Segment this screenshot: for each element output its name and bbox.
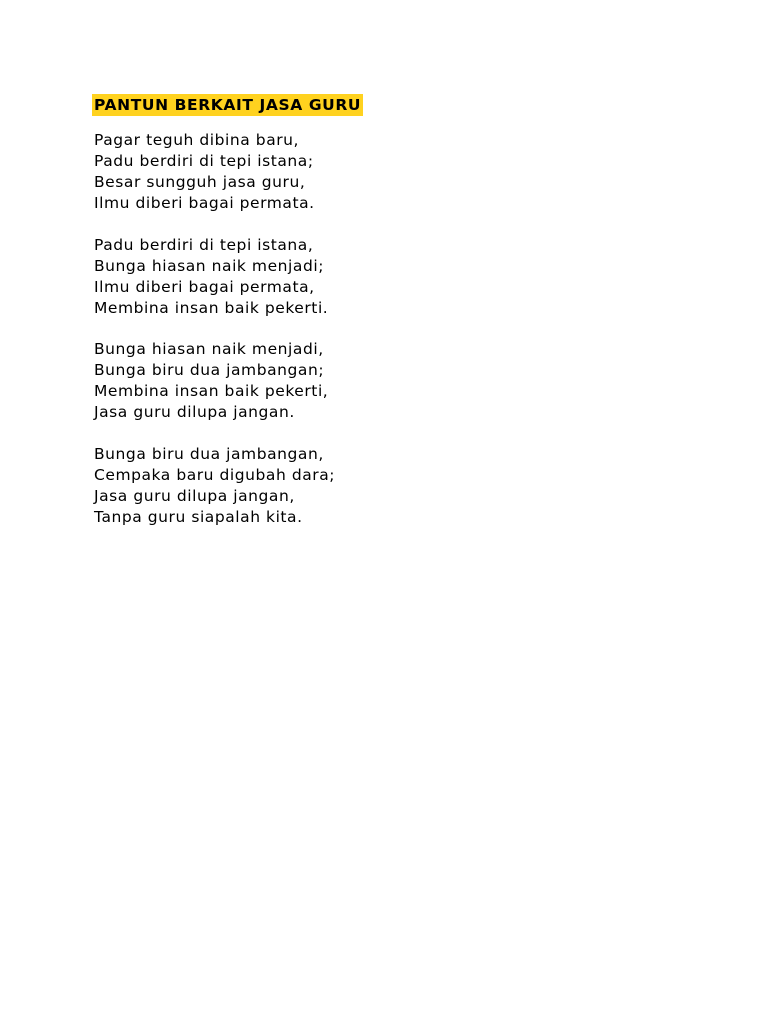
stanza: [94, 235, 714, 319]
poem-line: Ilmu diberi bagai permata.: [94, 194, 315, 212]
poem-body: [94, 130, 714, 548]
poem-line: Bunga hiasan naik menjadi;: [94, 256, 324, 275]
page-title: PANTUN BERKAIT JASA GURU: [94, 96, 362, 114]
poem-line: Ilmu diberi bagai permata,: [94, 277, 315, 296]
poem-line: Besar sungguh jasa guru,: [94, 173, 306, 191]
poem-line: Padu berdiri di tepi istana;: [94, 152, 314, 170]
poem-line: Membina insan baik pekerti,: [94, 382, 329, 400]
poem-line: Bunga hiasan naik menjadi,: [94, 340, 324, 358]
stanza: [94, 339, 714, 423]
poem-line: Membina insan baik pekerti.: [94, 298, 329, 317]
poem-line: Tanpa guru siapalah kita.: [94, 507, 303, 526]
poem-line: Jasa guru dilupa jangan,: [94, 486, 295, 505]
poem-line: Cempaka baru digubah dara;: [94, 465, 336, 484]
poem-line: Pagar teguh dibina baru,: [94, 131, 300, 149]
stanza: [94, 444, 714, 528]
stanza: [94, 130, 714, 214]
poem-line: Padu berdiri di tepi istana,: [94, 235, 314, 254]
poem-line: Jasa guru dilupa jangan.: [94, 403, 295, 421]
poem-line: Bunga biru dua jambangan;: [94, 361, 325, 379]
poem-line: Bunga biru dua jambangan,: [94, 444, 324, 463]
